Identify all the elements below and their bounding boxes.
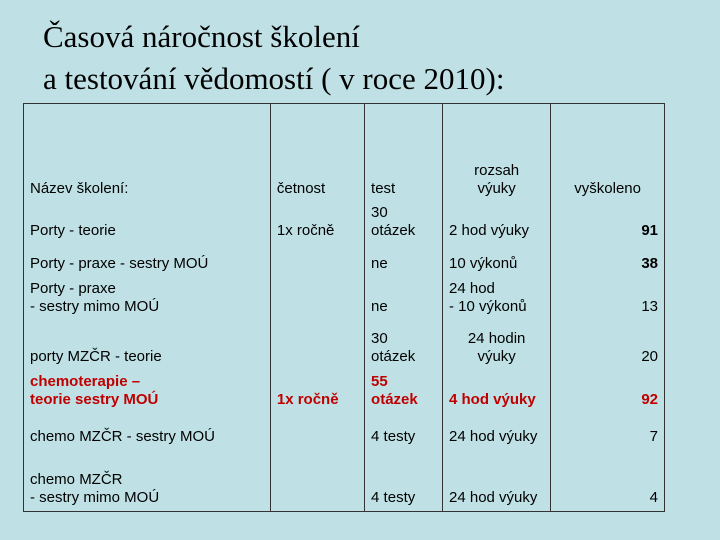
cell-trained: 7 [551,413,665,450]
cell-scope: 2 hod výuky [443,204,551,244]
cell-frequency [270,320,364,370]
cell-scope: 24 hodin výuky [443,320,551,370]
cell-trained: 92 [551,370,665,413]
cell-trained: 20 [551,320,665,370]
cell-frequency [270,277,364,320]
cell-scope: 4 hod výuky [443,370,551,413]
cell-scope: 24 hod výuky [443,450,551,512]
cell-frequency [270,413,364,450]
title-line-1: Časová náročnost školení [43,19,360,54]
table-row [24,204,665,244]
header-frequency: četnost [270,104,364,204]
cell-name: chemoterapie – teorie sestry MOÚ [24,370,271,413]
cell-test: ne [365,277,443,320]
cell-trained: 91 [551,204,665,244]
cell-trained: 4 [551,450,665,512]
cell-test: 4 testy [365,413,443,450]
header-scope: rozsah výuky [443,104,551,204]
cell-test: 55 otázek [365,370,443,413]
cell-frequency: 1x ročně [270,204,364,244]
cell-scope: 24 hod - 10 výkonů [443,277,551,320]
cell-scope: 24 hod výuky [443,413,551,450]
table-row [24,413,665,450]
table-row [24,450,665,512]
table-row [24,320,665,370]
cell-test: 4 testy [365,450,443,512]
cell-name: chemo MZČR - sestry mimo MOÚ [24,450,271,512]
cell-frequency [270,450,364,512]
header-trained: vyškoleno [551,104,665,204]
cell-name: porty MZČR - teorie [24,320,271,370]
cell-name: Porty - teorie [24,204,271,244]
header-test: test [365,104,443,204]
training-table [23,103,665,512]
page-title [43,16,504,100]
cell-scope: 10 výkonů [443,244,551,277]
table-header-row [24,104,665,204]
cell-test: ne [365,244,443,277]
cell-frequency [270,244,364,277]
cell-test: 30 otázek [365,204,443,244]
cell-test: 30 otázek [365,320,443,370]
table-row [24,370,665,413]
cell-frequency: 1x ročně [270,370,364,413]
title-line-2: a testování vědomostí ( v roce 2010): [43,61,505,96]
cell-name: Porty - praxe - sestry mimo MOÚ [24,277,271,320]
cell-name: chemo MZČR - sestry MOÚ [24,413,271,450]
table-row [24,244,665,277]
header-name: Název školení: [24,104,271,204]
cell-trained: 13 [551,277,665,320]
cell-trained: 38 [551,244,665,277]
table-row [24,277,665,320]
cell-name: Porty - praxe - sestry MOÚ [24,244,271,277]
